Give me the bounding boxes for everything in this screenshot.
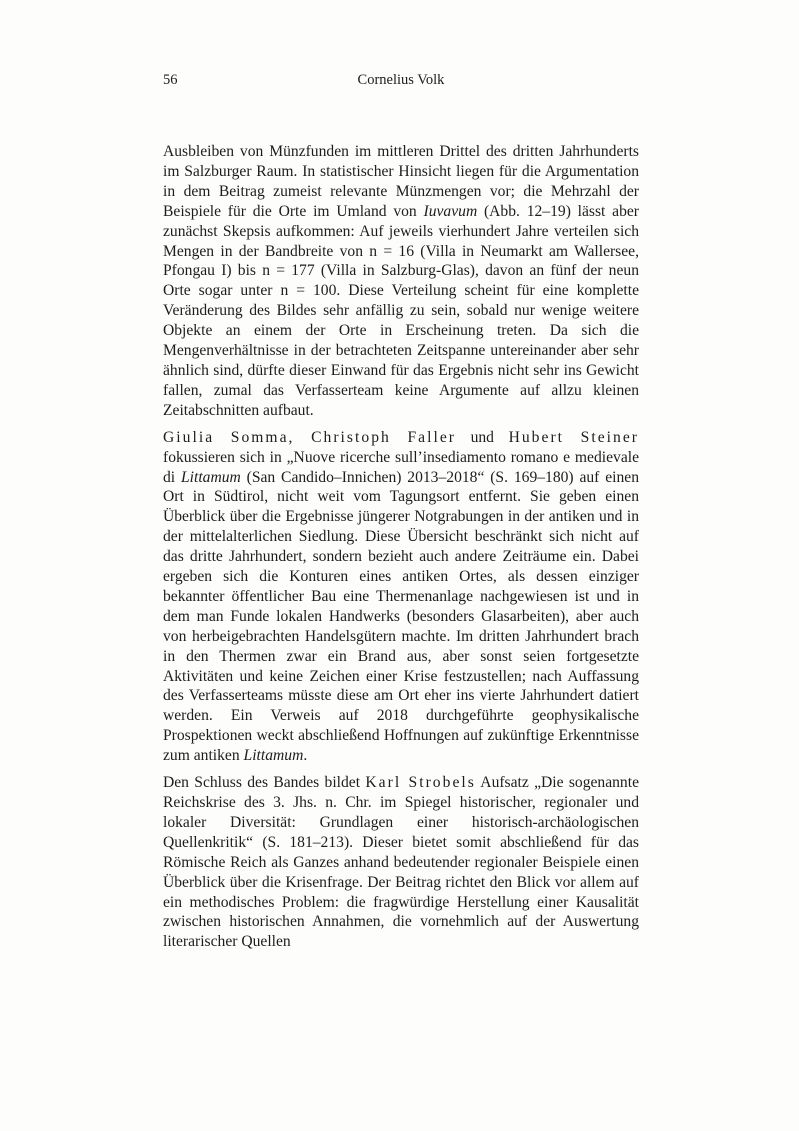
body-paragraphs: [163, 142, 639, 952]
running-header: [163, 70, 639, 90]
page-number: 56: [163, 72, 178, 88]
text-run: Aufsatz „Die sogenannte Reichskrise des 3. Jhs. n. Chr. im Spiegel historischer, regionaler und lokaler Diversität: Grundlagen einer historisch-archäologischen Quellenkritik“ (S. 181–213). Dieser bietet somit abschließend für das Römische Reich als Ganzes anhand bedeutender regionaler Beispiele einen Überblick über die Krisenfrage. Der Beitrag richtet den Blick vor allem auf ein methodisches Problem: die fragwürdige Herstellung einer Kausalität zwischen historischen Annahmen, die vornehmlich auf der Auswertung literarischer Quellen: [163, 774, 639, 951]
text-run: .: [303, 747, 308, 765]
text-run: Littamum: [243, 747, 304, 765]
paragraph: [163, 428, 639, 766]
text-run: Littamum: [180, 468, 241, 486]
text-run: fokussieren sich in „Nuove ricerche sull’insediamento romano e medievale di: [163, 448, 639, 486]
text-run: und: [456, 428, 509, 446]
text-run: Karl Strobels: [365, 774, 476, 792]
text-run: Den Schluss des Bandes bildet: [163, 774, 366, 792]
paragraph: [163, 142, 639, 421]
text-run: (Abb. 12–19) lässt aber zunächst Skepsis aufkommen: Auf jeweils vierhundert Jahre verteilen sich Mengen in der Bandbreite von n = 16 (Villa in Neumarkt am Wallersee, Pfongau I) bis n = 177 (Villa in Salzburg-Glas), davon an fünf der neun Orte sogar unter n = 100. Diese Verteilung scheint für eine komplette Veränderung des Bildes sehr anfällig zu sein, sobald nur wenige weitere Objekte an einem der Orte in Erscheinung treten. Da sich die Mengenverhältnisse in der betrachteten Zeitspanne untereinander aber sehr ähnlich sind, dürfte dieser Einwand für das Ergebnis nicht sehr ins Gewicht fallen, zumal das Verfasserteam keine Argumente auf allzu kleinen Zeitabschnitten aufbaut.: [163, 202, 639, 419]
text-run: Giulia Somma, Christoph Faller: [163, 428, 456, 446]
text-run: Iuvavum: [423, 202, 478, 220]
paragraph: [163, 773, 639, 952]
text-run: Hubert Steiner: [508, 428, 640, 446]
running-head: Cornelius Volk: [357, 72, 445, 88]
text-run: Ausbleiben von Münzfunden im mittleren Drittel des dritten Jahrhunderts im Salzburger Raum. In statistischer Hinsicht liegen für die Argumentation in dem Beitrag zumeist relevante Münzmengen vor; die Mehrzahl der Beispiele für die Orte im Umland von: [163, 143, 639, 220]
text-run: (San Candido–Innichen) 2013–2018“ (S. 169–180) auf einen Ort in Südtirol, nicht weit vom Tagungsort entfernt. Sie geben einen Überblick über die Ergebnisse jüngerer Notgrabungen in der antiken und in der mittelalterlichen Siedlung. Diese Übersicht beschränkt sich nicht auf das dritte Jahrhundert, sondern bezieht auch andere Zeiträume ein. Dabei ergeben sich die Konturen eines antiken Ortes, als dessen einziger bekannter öffentlicher Bau eine Thermenanlage nachgewiesen ist und in dem man Funde lokalen Handwerks (besonders Glasarbeiten), aber auch von herbeigebrachten Handelsgütern machte. Im dritten Jahrhundert brach in den Thermen zwar ein Brand aus, aber sonst seien fortgesetzte Aktivitäten und keine Zeichen einer Krise festzustellen; nach Auffassung des Verfasserteams müsste diese am Ort eher ins vierte Jahrhundert datiert werden. Ein Verweis auf 2018 durchgeführte geophysikalische Prospektionen weckt abschließend Hoffnungen auf zukünftige Erkenntnisse zum antiken: [163, 468, 639, 765]
